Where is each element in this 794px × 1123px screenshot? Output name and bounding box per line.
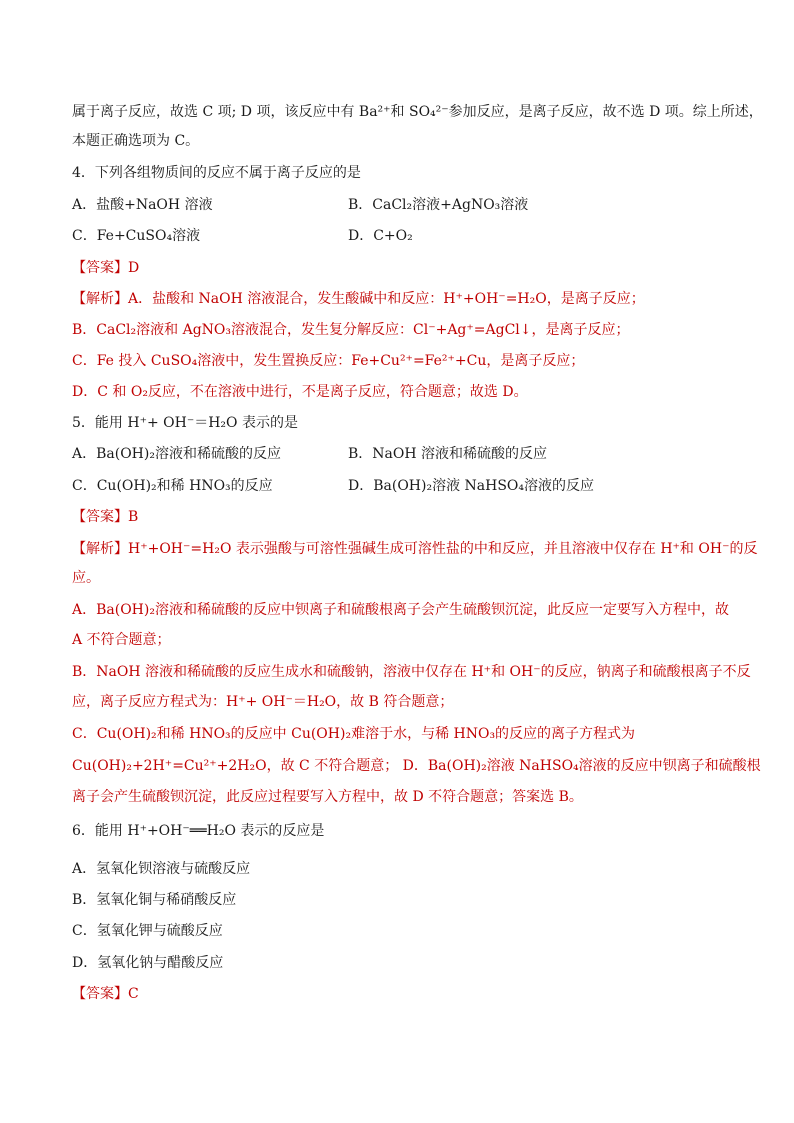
option-a: A．Ba(OH)₂溶液和稀硫酸的反应	[72, 446, 281, 462]
line-text: 属于离子反应，故选 C 项; D 项，该反应中有 Ba²⁺和 SO₄²⁻参加反应，是离子反应，故不选 D 项。综上所述，	[72, 104, 763, 120]
analysis-4	[72, 351, 752, 371]
line-text: 【答案】D	[72, 260, 140, 276]
question-4-options-cd	[72, 226, 752, 246]
analysis-5	[72, 568, 752, 588]
option-b: B．NaOH 溶液和稀硫酸的反应	[348, 446, 548, 462]
answer-4	[72, 258, 752, 278]
line-text: 离子会产生硫酸钡沉淀，此反应过程要写入方程中，故 D 不符合题意；答案选 B。	[72, 789, 583, 805]
analysis-4	[72, 289, 752, 309]
answer-5	[72, 507, 752, 527]
analysis-5	[72, 756, 761, 776]
analysis-4	[72, 320, 752, 340]
analysis-5	[72, 630, 752, 650]
question-6-option-c	[72, 921, 752, 941]
line-text: A．氢氧化钡溶液与硫酸反应	[72, 861, 251, 877]
line-text: 应，离子反应方程式为：H⁺+ OH⁻＝H₂O，故 B 符合题意；	[72, 694, 454, 710]
line-text: B．NaOH 溶液和稀硫酸的反应生成水和硫酸钠，溶液中仅存在 H⁺和 OH⁻的反应，钠离子和硫酸根离子不反	[72, 664, 751, 680]
line-text: 本题正确选项为 C。	[72, 133, 200, 149]
option-c: C．Cu(OH)₂和稀 HNO₃的反应	[72, 478, 273, 494]
option-b: B．CaCl₂溶液+AgNO₃溶液	[348, 197, 529, 213]
analysis-5	[72, 662, 752, 682]
line-text: D．C 和 O₂反应，不在溶液中进行，不是离子反应，符合题意；故选 D。	[72, 384, 528, 400]
text-line	[72, 102, 763, 122]
question-6-option-d	[72, 953, 752, 973]
question-6-option-a	[72, 859, 752, 879]
option-a: A．盐酸+NaOH 溶液	[72, 197, 213, 213]
line-text: A 不符合题意；	[72, 632, 171, 648]
analysis-5	[72, 600, 752, 620]
line-text: 应。	[72, 570, 100, 586]
text-line	[72, 131, 752, 151]
line-text: B．CaCl₂溶液和 AgNO₃溶液混合，发生复分解反应：Cl⁻+Ag⁺=AgCl↓，是离子反应；	[72, 322, 630, 338]
line-text: 6．能用 H⁺+OH⁻══H₂O 表示的反应是	[72, 823, 325, 839]
line-text: B．氢氧化铜与稀硝酸反应	[72, 892, 237, 908]
analysis-4	[72, 382, 752, 402]
line-text: 4．下列各组物质间的反应不属于离子反应的是	[72, 165, 361, 181]
question-4-stem	[72, 163, 752, 183]
question-6-stem	[72, 821, 752, 841]
answer-6	[72, 984, 752, 1004]
option-c: C．Fe+CuSO₄溶液	[72, 228, 201, 244]
line-text: 【答案】C	[72, 986, 139, 1002]
analysis-5	[72, 539, 758, 559]
question-5-options-cd	[72, 476, 752, 496]
line-text: Cu(OH)₂+2H⁺=Cu²⁺+2H₂O，故 C 不符合题意； D．Ba(OH)₂溶液 NaHSO₄溶液的反应中钡离子和硫酸根	[72, 758, 761, 774]
option-d: D．C+O₂	[348, 228, 413, 244]
line-text: 5．能用 H⁺+ OH⁻＝H₂O 表示的是	[72, 415, 298, 431]
line-text: C．Fe 投入 CuSO₄溶液中，发生置换反应：Fe+Cu²⁺=Fe²⁺+Cu，是离子反应；	[72, 353, 585, 369]
line-text: C．氢氧化钾与硫酸反应	[72, 923, 223, 939]
question-5-stem	[72, 413, 752, 433]
option-d: D．Ba(OH)₂溶液 NaHSO₄溶液的反应	[348, 478, 595, 494]
line-text: 【解析】A．盐酸和 NaOH 溶液混合，发生酸碱中和反应：H⁺+OH⁻=H₂O，是离子反应；	[72, 291, 645, 307]
analysis-5	[72, 724, 752, 744]
line-text: D．氢氧化钠与醋酸反应	[72, 955, 224, 971]
question-4-options-ab	[72, 195, 752, 215]
line-text: 【答案】B	[72, 509, 139, 525]
question-6-option-b	[72, 890, 752, 910]
line-text: 【解析】H⁺+OH⁻=H₂O 表示强酸与可溶性强碱生成可溶性盐的中和反应，并且溶液中仅存在 H⁺和 OH⁻的反	[72, 541, 758, 557]
line-text: C．Cu(OH)₂和稀 HNO₃的反应中 Cu(OH)₂难溶于水，与稀 HNO₃的反应的离子方程式为	[72, 726, 636, 742]
question-5-options-ab	[72, 444, 752, 464]
line-text: A．Ba(OH)₂溶液和稀硫酸的反应中钡离子和硫酸根离子会产生硫酸钡沉淀，此反应一定要写入方程中，故	[72, 602, 729, 618]
analysis-5	[72, 692, 752, 712]
analysis-5	[72, 787, 752, 807]
